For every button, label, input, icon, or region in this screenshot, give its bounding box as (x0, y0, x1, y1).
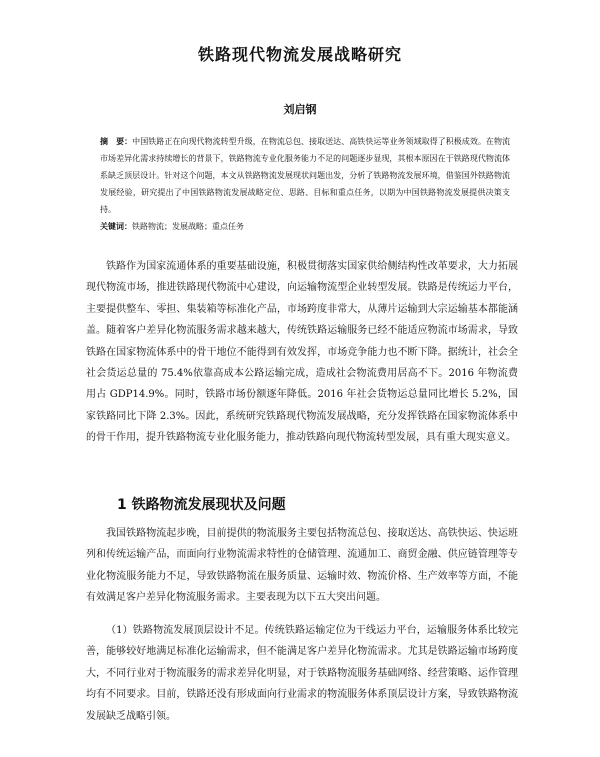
author-name: 刘启钢 (283, 103, 317, 116)
section-heading: 1 铁路物流发展现状及问题 (117, 497, 286, 513)
abstract-text: 中国铁路正在向现代物流转型升级，在物流总包、接取送达、高铁快运等业务领域取得了积极成效。在物流市场差异化需求持续增长的背景下，铁路物流专业化服务能力不足的问题逐步显现，其根本原因在于铁路现代物流体系缺乏顶层设计。针对这个问题，本文从铁路物流发展现状问题出发，分析了铁路物流发展环境，借鉴国外铁路物流发展经验，研究提出了中国铁路物流发展战略定位、思路、目标和重点任务，以期为中国铁路物流发展提供决策支持。 (100, 137, 511, 214)
keywords (100, 220, 510, 233)
abstract (100, 133, 510, 218)
keywords-text: 铁路物流；发展战略；重点任务 (132, 222, 244, 231)
keywords-label: 关键词： (100, 221, 132, 231)
problem-item-1: （1）铁路物流发展顶层设计不足。传统铁路运输定位为干线运力平台，运输服务体系比较完善，能够较好地满足标准化运输需求，但不能满足客户差异化物流需求。尤其是铁路运输市场跨度大，不同行业对于物流服务的需求差异化明显，对于铁路物流服务基础网络、经营策略、运作管理均有不同要求。目前，铁路还没有形成面向行业需求的物流服务体系顶层设计方案，导致铁路物流发展缺乏战略引领。 (86, 625, 518, 722)
paper-title: 铁路现代物流发展战略研究 (197, 45, 402, 64)
abstract-label: 摘 要： (100, 136, 133, 146)
intro-paragraph: 铁路作为国家流通体系的重要基础设施，积极贯彻落实国家供给侧结构性改革要求，大力拓展现代物流市场，推进铁路现代物流中心建设，向运输物流型企业转型发展。铁路是传统运力平台，主要提供整车、零担、集装箱等标准化产品，市场跨度非常大，从薄片运输到大宗运输基本都能涵盖。随着客户差异化物流服务需求越来越大，传统铁路运输服务已经不能适应物流市场需求，导致铁路在国家物流体系中的骨干地位不能得到有效发挥，市场竞争能力也不断下降。据统计，社会全社会货运总量的 75.4%依靠高成本公路运输完成，造成社会物流费用居高不下。2016 年物流费用占 GDP14.9%。同时，铁路市场份额逐年降低。2016 年社会货物运总量同比增长 5.2%，国家铁路同比下降 2.3%。因此，系统研究铁路现代物流发展战略，充分发挥铁路在国家物流体系中的骨干作用，提升铁路物流专业化服务能力，推动铁路向现代物流转型发展，具有重大现实意义。 (86, 261, 518, 444)
section-paragraph: 我国铁路物流起步晚，目前提供的物流服务主要包括物流总包、接取送达、高铁快运、快运班列和传统运输产品，而面向行业物流需求特性的仓储管理、流通加工、商贸金融、供应链管理等专业化物流服务能力不足，导致铁路物流在服务质量、运输时效、物流价格、生产效率等方面，不能有效满足客户差异化物流服务需求。主要表现为以下五大突出问题。 (86, 528, 518, 604)
